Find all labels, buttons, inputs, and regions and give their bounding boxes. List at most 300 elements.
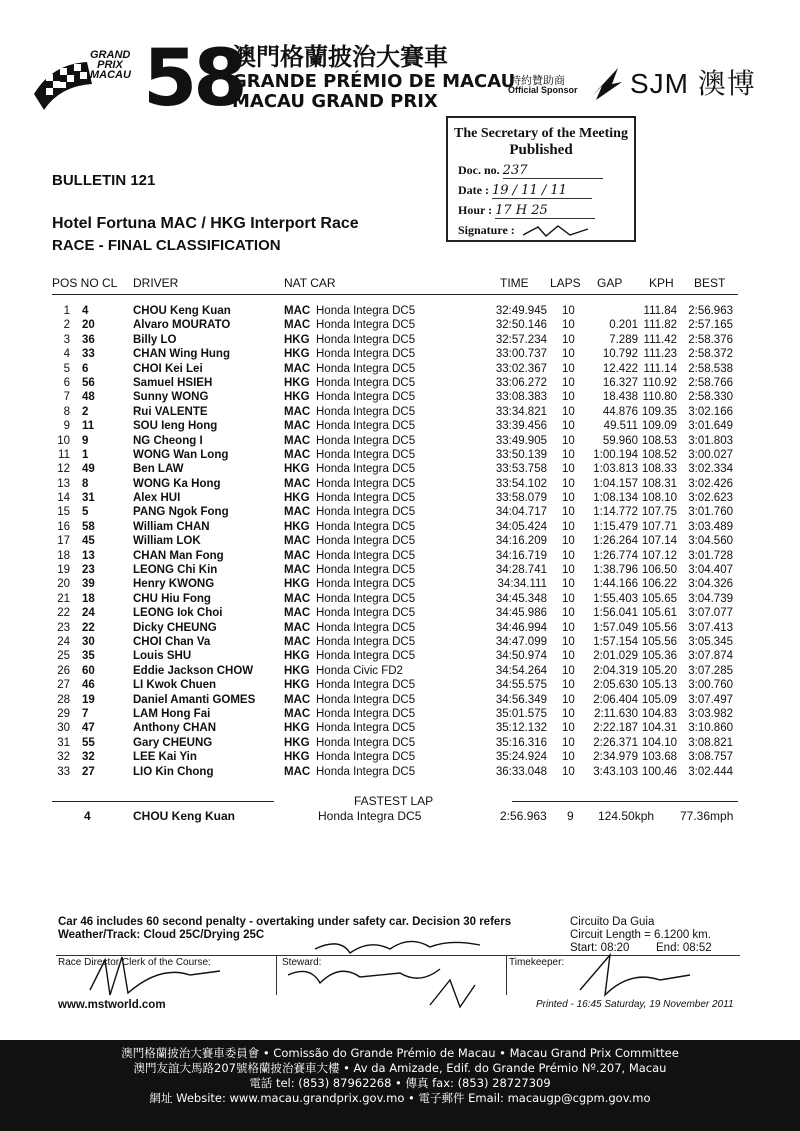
fastest-lap-no: 4	[84, 809, 91, 823]
cell-car: Honda Integra DC5	[316, 477, 416, 490]
cell-best: 3:07.874	[688, 650, 733, 663]
cell-laps: 10	[562, 477, 575, 490]
cell-no: 33	[82, 348, 95, 361]
cell-car: Honda Integra DC5	[316, 520, 416, 533]
cell-kph: 106.50	[641, 564, 677, 577]
bulletin-number: BULLETIN 121	[52, 172, 156, 189]
cell-gap: 18.438	[602, 391, 638, 404]
cell-time: 35:24.924	[495, 751, 547, 764]
fastest-lap-row	[0, 809, 800, 825]
cell-driver: Ben LAW	[133, 463, 184, 476]
cell-best: 3:01.728	[688, 549, 733, 562]
cell-kph: 111.14	[643, 362, 677, 375]
cell-time: 35:01.575	[495, 707, 547, 720]
cell-nat: MAC	[284, 765, 311, 778]
cell-nat: HKG	[284, 736, 310, 749]
cell-pos: 9	[63, 420, 70, 433]
secretary-stamp	[446, 116, 636, 242]
cell-time: 36:33.048	[495, 765, 547, 778]
cell-kph: 107.12	[641, 549, 677, 562]
col-header-pos: POS NO CL	[52, 276, 118, 290]
cell-nat: MAC	[284, 535, 311, 548]
cell-nat: HKG	[284, 578, 310, 591]
cell-nat: HKG	[284, 391, 310, 404]
cell-kph: 107.71	[641, 520, 677, 533]
col-header-time: TIME	[500, 276, 529, 290]
cell-nat: MAC	[284, 635, 311, 648]
cell-car: Honda Integra DC5	[316, 348, 416, 361]
table-row	[0, 736, 800, 750]
cell-time: 34:28.741	[495, 564, 547, 577]
cell-pos: 29	[57, 707, 70, 720]
header-divider	[52, 294, 738, 295]
title-chinese: 澳門格蘭披治大賽車	[232, 43, 448, 71]
cell-gap: 7.289	[609, 333, 638, 346]
fastest-lap-rule-left	[52, 801, 274, 802]
stamp-doc: Doc. no. 237	[458, 163, 634, 179]
cell-nat: MAC	[284, 621, 311, 634]
committee-footer	[0, 1040, 800, 1131]
cell-driver: PANG Ngok Fong	[133, 506, 229, 519]
cell-driver: William CHAN	[133, 520, 210, 533]
cell-gap: 2:26.371	[593, 736, 638, 749]
cell-laps: 10	[562, 549, 575, 562]
cell-nat: HKG	[284, 376, 310, 389]
cell-best: 2:58.330	[688, 391, 733, 404]
timekeeper-label: Timekeeper:	[509, 957, 565, 968]
cell-car: Honda Integra DC5	[316, 391, 416, 404]
cell-nat: HKG	[284, 463, 310, 476]
cell-pos: 19	[57, 564, 70, 577]
table-row	[0, 649, 800, 663]
cell-nat: HKG	[284, 650, 310, 663]
cell-pos: 21	[57, 592, 70, 605]
cell-nat: HKG	[284, 333, 310, 346]
cell-best: 3:01.649	[688, 420, 733, 433]
cell-no: 45	[82, 535, 95, 548]
cell-driver: LIO Kin Chong	[133, 765, 214, 778]
cell-pos: 1	[63, 305, 70, 317]
cell-car: Honda Integra DC5	[316, 448, 416, 461]
table-row	[0, 304, 800, 318]
cell-gap: 2:04.319	[593, 664, 638, 677]
cell-best: 3:08.821	[688, 736, 733, 749]
table-row	[0, 664, 800, 678]
cell-kph: 111.23	[643, 348, 677, 361]
cell-laps: 10	[562, 765, 575, 778]
cell-car: Honda Integra DC5	[316, 506, 416, 519]
cell-best: 3:02.623	[688, 492, 733, 505]
table-row	[0, 419, 800, 433]
table-row	[0, 333, 800, 347]
cell-kph: 103.68	[641, 751, 677, 764]
cell-gap: 1:26.264	[593, 535, 638, 548]
sponsor-label-en: Official Sponsor	[508, 85, 578, 95]
cell-time: 33:34.821	[495, 405, 547, 418]
fastest-lap-mph: 77.36mph	[680, 809, 734, 823]
table-row	[0, 606, 800, 620]
cell-laps: 10	[562, 535, 575, 548]
cell-laps: 10	[562, 578, 575, 591]
cell-laps: 10	[562, 736, 575, 749]
cell-best: 3:07.077	[688, 607, 733, 620]
cell-pos: 33	[57, 765, 70, 778]
cell-gap: 44.876	[602, 405, 638, 418]
cell-car: Honda Integra DC5	[316, 492, 416, 505]
cell-nat: MAC	[284, 707, 311, 720]
cell-no: 49	[82, 463, 95, 476]
cell-driver: LEE Kai Yin	[133, 751, 197, 764]
footer-line-4: 網址 Website: www.macau.grandprix.gov.mo • 電子郵件 Email: macaugp@cgpm.gov.mo	[149, 1091, 651, 1105]
cell-best: 2:58.376	[688, 333, 733, 346]
circuit-length: Circuit Length = 6.1200 km.	[570, 929, 711, 941]
cell-driver: LAM Hong Fai	[133, 707, 211, 720]
table-row	[0, 434, 800, 448]
cell-nat: HKG	[284, 520, 310, 533]
cell-best: 3:03.982	[688, 707, 733, 720]
cell-kph: 104.10	[641, 736, 677, 749]
fastest-lap-label: FASTEST LAP	[354, 794, 434, 808]
cell-time: 33:06.272	[495, 376, 547, 389]
penalty-note: Car 46 includes 60 second penalty - overtaking under safety car. Decision 30 refers	[58, 916, 512, 928]
cell-driver: CHU Hiu Fong	[133, 592, 211, 605]
cell-time: 34:47.099	[495, 635, 547, 648]
cell-no: 7	[82, 707, 89, 720]
cell-car: Honda Integra DC5	[316, 621, 416, 634]
cell-kph: 105.09	[641, 693, 677, 706]
cell-gap: 2:11.630	[594, 707, 638, 720]
cell-car: Honda Integra DC5	[316, 305, 416, 317]
table-row	[0, 390, 800, 404]
cell-best: 3:04.739	[688, 592, 733, 605]
cell-car: Honda Integra DC5	[316, 765, 416, 778]
cell-pos: 23	[57, 621, 70, 634]
cell-no: 24	[82, 607, 95, 620]
table-row	[0, 505, 800, 519]
cell-no: 20	[82, 319, 95, 332]
cell-no: 8	[82, 477, 89, 490]
results-table	[0, 304, 800, 779]
cell-best: 3:02.166	[688, 405, 733, 418]
cell-kph: 108.52	[641, 448, 677, 461]
cell-gap: 1:03.813	[593, 463, 638, 476]
cell-driver: LI Kwok Chuen	[133, 679, 217, 692]
cell-pos: 22	[57, 607, 70, 620]
table-row	[0, 405, 800, 419]
cell-gap: 2:06.404	[593, 693, 638, 706]
cell-time: 33:39.456	[495, 420, 547, 433]
cell-nat: MAC	[284, 434, 311, 447]
cell-kph: 105.56	[641, 621, 677, 634]
cell-no: 27	[82, 765, 95, 778]
cell-time: 32:49.945	[495, 305, 547, 317]
cell-driver: Dicky CHEUNG	[133, 621, 217, 634]
cell-laps: 10	[562, 679, 575, 692]
cell-gap: 49.511	[603, 420, 638, 433]
col-header-gap: GAP	[597, 276, 623, 290]
cell-no: 39	[82, 578, 95, 591]
cell-pos: 20	[57, 578, 70, 591]
footer-line-2: 澳門友誼大馬路207號格蘭披治賽車大樓 • Av da Amizade, Edif. do Grande Prémio Nº.207, Macau	[133, 1061, 667, 1075]
cell-time: 32:50.146	[495, 319, 547, 332]
cell-best: 2:58.766	[688, 376, 733, 389]
cell-nat: MAC	[284, 405, 311, 418]
sponsor-name: SJM 澳博	[630, 68, 756, 99]
cell-gap: 2:22.187	[593, 722, 638, 735]
cell-kph: 105.61	[641, 607, 677, 620]
sjm-logo-icon	[588, 62, 624, 102]
cell-time: 33:49.905	[495, 434, 547, 447]
cell-car: Honda Integra DC5	[316, 376, 416, 389]
col-header-best: BEST	[694, 276, 726, 290]
cell-gap: 16.327	[602, 376, 638, 389]
cell-time: 34:56.349	[495, 693, 547, 706]
cell-kph: 111.82	[643, 319, 677, 332]
cell-no: 32	[82, 751, 95, 764]
cell-gap: 12.422	[602, 362, 638, 375]
cell-no: 1	[82, 448, 89, 461]
race-start: Start: 08:20	[570, 942, 630, 954]
cell-no: 56	[82, 376, 95, 389]
cell-laps: 10	[562, 635, 575, 648]
cell-driver: Alex HUI	[133, 492, 181, 505]
cell-time: 34:04.717	[495, 506, 547, 519]
cell-laps: 10	[562, 664, 575, 677]
cell-pos: 30	[57, 722, 70, 735]
stamp-signature: Signature :	[458, 223, 634, 239]
col-header-driver: DRIVER	[133, 276, 179, 290]
cell-time: 34:16.209	[495, 535, 547, 548]
cell-car: Honda Integra DC5	[316, 650, 416, 663]
cell-pos: 24	[57, 635, 70, 648]
cell-gap: 1:55.403	[593, 592, 638, 605]
cell-laps: 10	[562, 707, 575, 720]
table-row	[0, 549, 800, 563]
cell-driver: LEONG Chi Kin	[133, 564, 218, 577]
cell-time: 35:12.132	[495, 722, 547, 735]
cell-pos: 3	[63, 333, 70, 346]
cell-pos: 8	[63, 405, 70, 418]
cell-driver: CHAN Wing Hung	[133, 348, 230, 361]
cell-pos: 14	[57, 492, 70, 505]
cell-gap: 1:08.134	[593, 492, 638, 505]
cell-nat: HKG	[284, 348, 310, 361]
footer-line-3: 電話 tel: (853) 87962268 • 傳真 fax: (853) 28727309	[249, 1076, 551, 1090]
cell-no: 9	[82, 434, 89, 447]
cell-pos: 15	[57, 506, 70, 519]
cell-gap: 3:43.103	[593, 765, 638, 778]
printed-timestamp: Printed - 16:45 Saturday, 19 November 2011	[536, 999, 734, 1010]
table-row	[0, 563, 800, 577]
circuit-name: Circuito Da Guia	[570, 916, 655, 928]
table-row	[0, 477, 800, 491]
cell-kph: 105.13	[641, 679, 677, 692]
cell-kph: 104.83	[641, 707, 677, 720]
cell-no: 46	[82, 679, 95, 692]
cell-nat: MAC	[284, 319, 311, 332]
cell-car: Honda Integra DC5	[316, 736, 416, 749]
cell-car: Honda Integra DC5	[316, 693, 416, 706]
cell-car: Honda Integra DC5	[316, 535, 416, 548]
cell-laps: 10	[562, 463, 575, 476]
cell-best: 3:04.560	[688, 535, 733, 548]
cell-best: 2:56.963	[688, 305, 733, 317]
cell-best: 2:58.372	[688, 348, 733, 361]
cell-driver: LEONG Iok Choi	[133, 607, 223, 620]
website-left: www.mstworld.com	[58, 999, 166, 1011]
cell-kph: 105.36	[641, 650, 677, 663]
cell-nat: HKG	[284, 722, 310, 735]
stamp-subtitle: Published	[509, 142, 573, 158]
cell-laps: 10	[562, 434, 575, 447]
weather-note: Weather/Track: Cloud 25C/Drying 25C	[58, 929, 265, 941]
logo-text: GRAND PRIX MACAU	[90, 49, 131, 81]
cell-no: 22	[82, 621, 95, 634]
cell-time: 33:00.737	[495, 348, 547, 361]
race-subtitle: RACE - FINAL CLASSIFICATION	[52, 237, 281, 254]
cell-pos: 5	[63, 362, 70, 375]
stamp-date: Date : 19 / 11 / 11	[458, 183, 634, 199]
cell-driver: Louis SHU	[133, 650, 192, 663]
cell-laps: 10	[562, 319, 575, 332]
cell-no: 18	[82, 592, 95, 605]
cell-kph: 106.22	[641, 578, 677, 591]
cell-no: 55	[82, 736, 95, 749]
cell-driver: Daniel Amanti GOMES	[133, 693, 256, 706]
cell-pos: 4	[63, 348, 70, 361]
table-row	[0, 376, 800, 390]
cell-kph: 108.53	[641, 434, 677, 447]
cell-nat: MAC	[284, 607, 311, 620]
cell-no: 13	[82, 549, 95, 562]
handwritten-signatures	[50, 935, 750, 1025]
cell-gap: 1:57.154	[593, 635, 638, 648]
cell-driver: CHOU Keng Kuan	[133, 305, 231, 317]
cell-gap: 59.960	[602, 434, 638, 447]
cell-time: 33:02.367	[495, 362, 547, 375]
stamp-signature-scribble	[518, 223, 598, 239]
table-row	[0, 534, 800, 548]
cell-gap: 1:15.479	[593, 520, 638, 533]
cell-best: 3:07.285	[688, 664, 733, 677]
cell-kph: 107.75	[641, 506, 677, 519]
cell-laps: 10	[562, 564, 575, 577]
cell-best: 3:00.760	[688, 679, 733, 692]
cell-car: Honda Integra DC5	[316, 635, 416, 648]
cell-pos: 11	[58, 448, 70, 461]
cell-pos: 10	[57, 434, 70, 447]
cell-time: 34:05.424	[495, 520, 547, 533]
table-row	[0, 750, 800, 764]
cell-best: 3:07.413	[688, 621, 733, 634]
cell-laps: 10	[562, 621, 575, 634]
cell-gap: 2:01.029	[593, 650, 638, 663]
cell-driver: Alvaro MOURATO	[133, 319, 231, 332]
cell-gap: 1:44.166	[593, 578, 638, 591]
col-header-nat-car: NAT CAR	[284, 276, 336, 290]
cell-nat: HKG	[284, 751, 310, 764]
sponsor-label-cn: 特約贊助商	[510, 75, 565, 87]
cell-time: 33:50.139	[495, 448, 547, 461]
cell-pos: 25	[57, 650, 70, 663]
cell-laps: 10	[562, 492, 575, 505]
edition-number: 58	[143, 34, 244, 124]
cell-laps: 10	[562, 722, 575, 735]
cell-no: 36	[82, 333, 95, 346]
cell-no: 4	[82, 305, 89, 317]
cell-driver: NG Cheong I	[133, 434, 203, 447]
cell-laps: 10	[562, 420, 575, 433]
cell-car: Honda Integra DC5	[316, 405, 416, 418]
cell-time: 34:16.719	[495, 549, 547, 562]
cell-car: Honda Integra DC5	[316, 549, 416, 562]
cell-laps: 10	[562, 448, 575, 461]
cell-pos: 31	[57, 736, 70, 749]
cell-time: 35:16.316	[495, 736, 547, 749]
cell-laps: 10	[562, 693, 575, 706]
cell-car: Honda Integra DC5	[316, 707, 416, 720]
cell-driver: Rui VALENTE	[133, 405, 208, 418]
cell-gap: 2:05.630	[593, 679, 638, 692]
title-portuguese: GRANDE PRÉMIO DE MACAU	[232, 71, 516, 92]
table-row	[0, 707, 800, 721]
table-row	[0, 765, 800, 779]
cell-best: 3:02.426	[688, 477, 733, 490]
stamp-hour: Hour : 17 H 25	[458, 203, 634, 219]
fastest-lap-car: Honda Integra DC5	[318, 809, 422, 823]
cell-driver: Anthony CHAN	[133, 722, 217, 735]
cell-no: 47	[82, 722, 95, 735]
cell-pos: 17	[57, 535, 70, 548]
cell-kph: 110.92	[642, 376, 677, 389]
cell-time: 33:54.102	[495, 477, 547, 490]
cell-best: 3:07.497	[688, 693, 733, 706]
table-row	[0, 362, 800, 376]
cell-nat: HKG	[284, 679, 310, 692]
cell-no: 5	[82, 506, 89, 519]
cell-best: 3:01.803	[688, 434, 733, 447]
cell-gap: 1:26.774	[593, 549, 638, 562]
table-row	[0, 577, 800, 591]
cell-car: Honda Integra DC5	[316, 319, 416, 332]
cell-nat: MAC	[284, 305, 311, 317]
cell-pos: 18	[57, 549, 70, 562]
cell-time: 34:46.994	[495, 621, 547, 634]
cell-laps: 10	[562, 348, 575, 361]
cell-kph: 108.10	[641, 492, 677, 505]
cell-no: 48	[82, 391, 95, 404]
cell-no: 2	[82, 405, 89, 418]
cell-no: 31	[82, 492, 95, 505]
cell-nat: MAC	[284, 420, 311, 433]
cell-car: Honda Integra DC5	[316, 434, 416, 447]
cell-driver: CHOI Chan Va	[133, 635, 211, 648]
cell-kph: 104.31	[641, 722, 677, 735]
cell-laps: 10	[562, 506, 575, 519]
cell-time: 34:54.264	[495, 664, 547, 677]
cell-laps: 10	[562, 305, 575, 317]
cell-no: 11	[82, 420, 95, 433]
cell-pos: 28	[57, 693, 70, 706]
cell-pos: 6	[63, 376, 70, 389]
table-row	[0, 678, 800, 692]
cell-gap: 2:34.979	[593, 751, 638, 764]
cell-nat: MAC	[284, 448, 311, 461]
table-row	[0, 462, 800, 476]
cell-driver: Samuel HSIEH	[133, 376, 213, 389]
cell-driver: Gary CHEUNG	[133, 736, 213, 749]
cell-best: 3:10.860	[688, 722, 733, 735]
